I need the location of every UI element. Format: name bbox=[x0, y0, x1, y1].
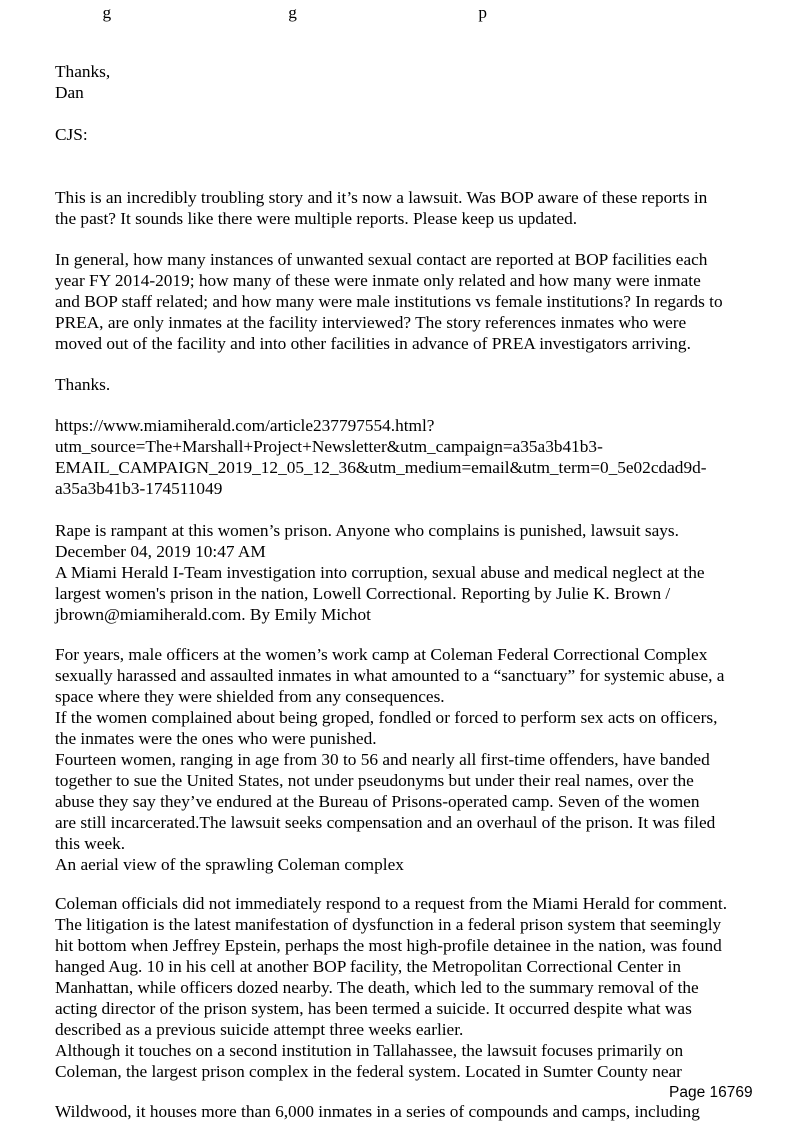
article-url: https://www.miamiherald.com/article237797554.html? utm_source=The+Marshall+Project+Newsletter&utm_campaign=a35a3b41b3- EMAIL_CAMPAIGN_2019_12_05_12_36&utm_medium=email&utm_term=0_5e02cdad9d- a35a3b41b3-174511049 bbox=[55, 416, 707, 498]
cut-off-bottom-line bbox=[55, 1101, 755, 1121]
cut-off-top-line bbox=[55, 3, 755, 22]
article-header: Rape is rampant at this women’s prison. Anyone who complains is punished, lawsuit says. December 04, 2019 10:47 AM A Miami Herald I-Team investigation into corruption, sexual abuse and medical neglect at the largest women's prison in the nation, Lowell Correctional. Reporting by Julie K. Brown / jbrown@miamiherald.com. By Emily Michot bbox=[55, 521, 705, 624]
statistics-request-paragraph: In general, how many instances of unwanted sexual contact are reported at BOP facilities each year FY 2014-2019; how many of these were inmate only related and how many were inmate and BOP staff related; and how many were male institutions vs female institutions? In regards to PREA, are only inmates at the facility interviewed? The story references inmates who were moved out of the facility and into other facilities in advance of PREA investigators arriving. bbox=[55, 250, 723, 353]
email-signoff: Thanks, Dan bbox=[55, 62, 111, 102]
top-fragment-text: g g p bbox=[55, 3, 488, 22]
cjs-label: CJS: bbox=[55, 125, 88, 144]
article-body-part-2: Coleman officials did not immediately respond to a request from the Miami Herald for comment. The litigation is the latest manifestation of dysfunction in a federal prison system that seemingly hit bottom when Jeffrey Epstein, perhaps the most high-profile detainee in the nation, was found hanged Aug. 10 in his cell at another BOP facility, the Metropolitan Correctional Center in Manhattan, while officers dozed nearby. The death, which led to the summary removal of the acting director of the prison system, has been termed a suicide. It occurred despite what was described as a previous suicide attempt three weeks earlier. Although it touches on a second institution in Tallahassee, the lawsuit focuses primarily on Coleman, the largest prison complex in the federal system. Located in Sumter County near bbox=[55, 894, 728, 1081]
bottom-fragment-text: Wildwood, it houses more than 6,000 inmates in a series of compounds and camps, including bbox=[55, 1102, 700, 1121]
thanks-line: Thanks. bbox=[55, 375, 111, 394]
article-body-part-1: For years, male officers at the women’s work camp at Coleman Federal Correctional Complex sexually harassed and assaulted inmates in what amounted to a “sanctuary” for systemic abuse, a space where they were shielded from any consequences. If the women complained about being groped, fondled or forced to perform sex acts on officers, the inmates were the ones who were punished. Fourteen women, ranging in age from 30 to 56 and nearly all first-time offenders, have banded together to sue the United States, not under pseudonyms but under their real names, over the abuse they say they’ve endured at the Bureau of Prisons-operated camp. Seven of the women are still incarcerated.The lawsuit seeks compensation and an overhaul of the prison. It was filed this week. An aerial view of the sprawling Coleman complex bbox=[55, 645, 725, 874]
page-number: Page 16769 bbox=[669, 1084, 753, 1101]
question-paragraph: This is an incredibly troubling story and it’s now a lawsuit. Was BOP aware of these reports in the past? It sounds like there were multiple reports. Please keep us updated. bbox=[55, 188, 708, 228]
